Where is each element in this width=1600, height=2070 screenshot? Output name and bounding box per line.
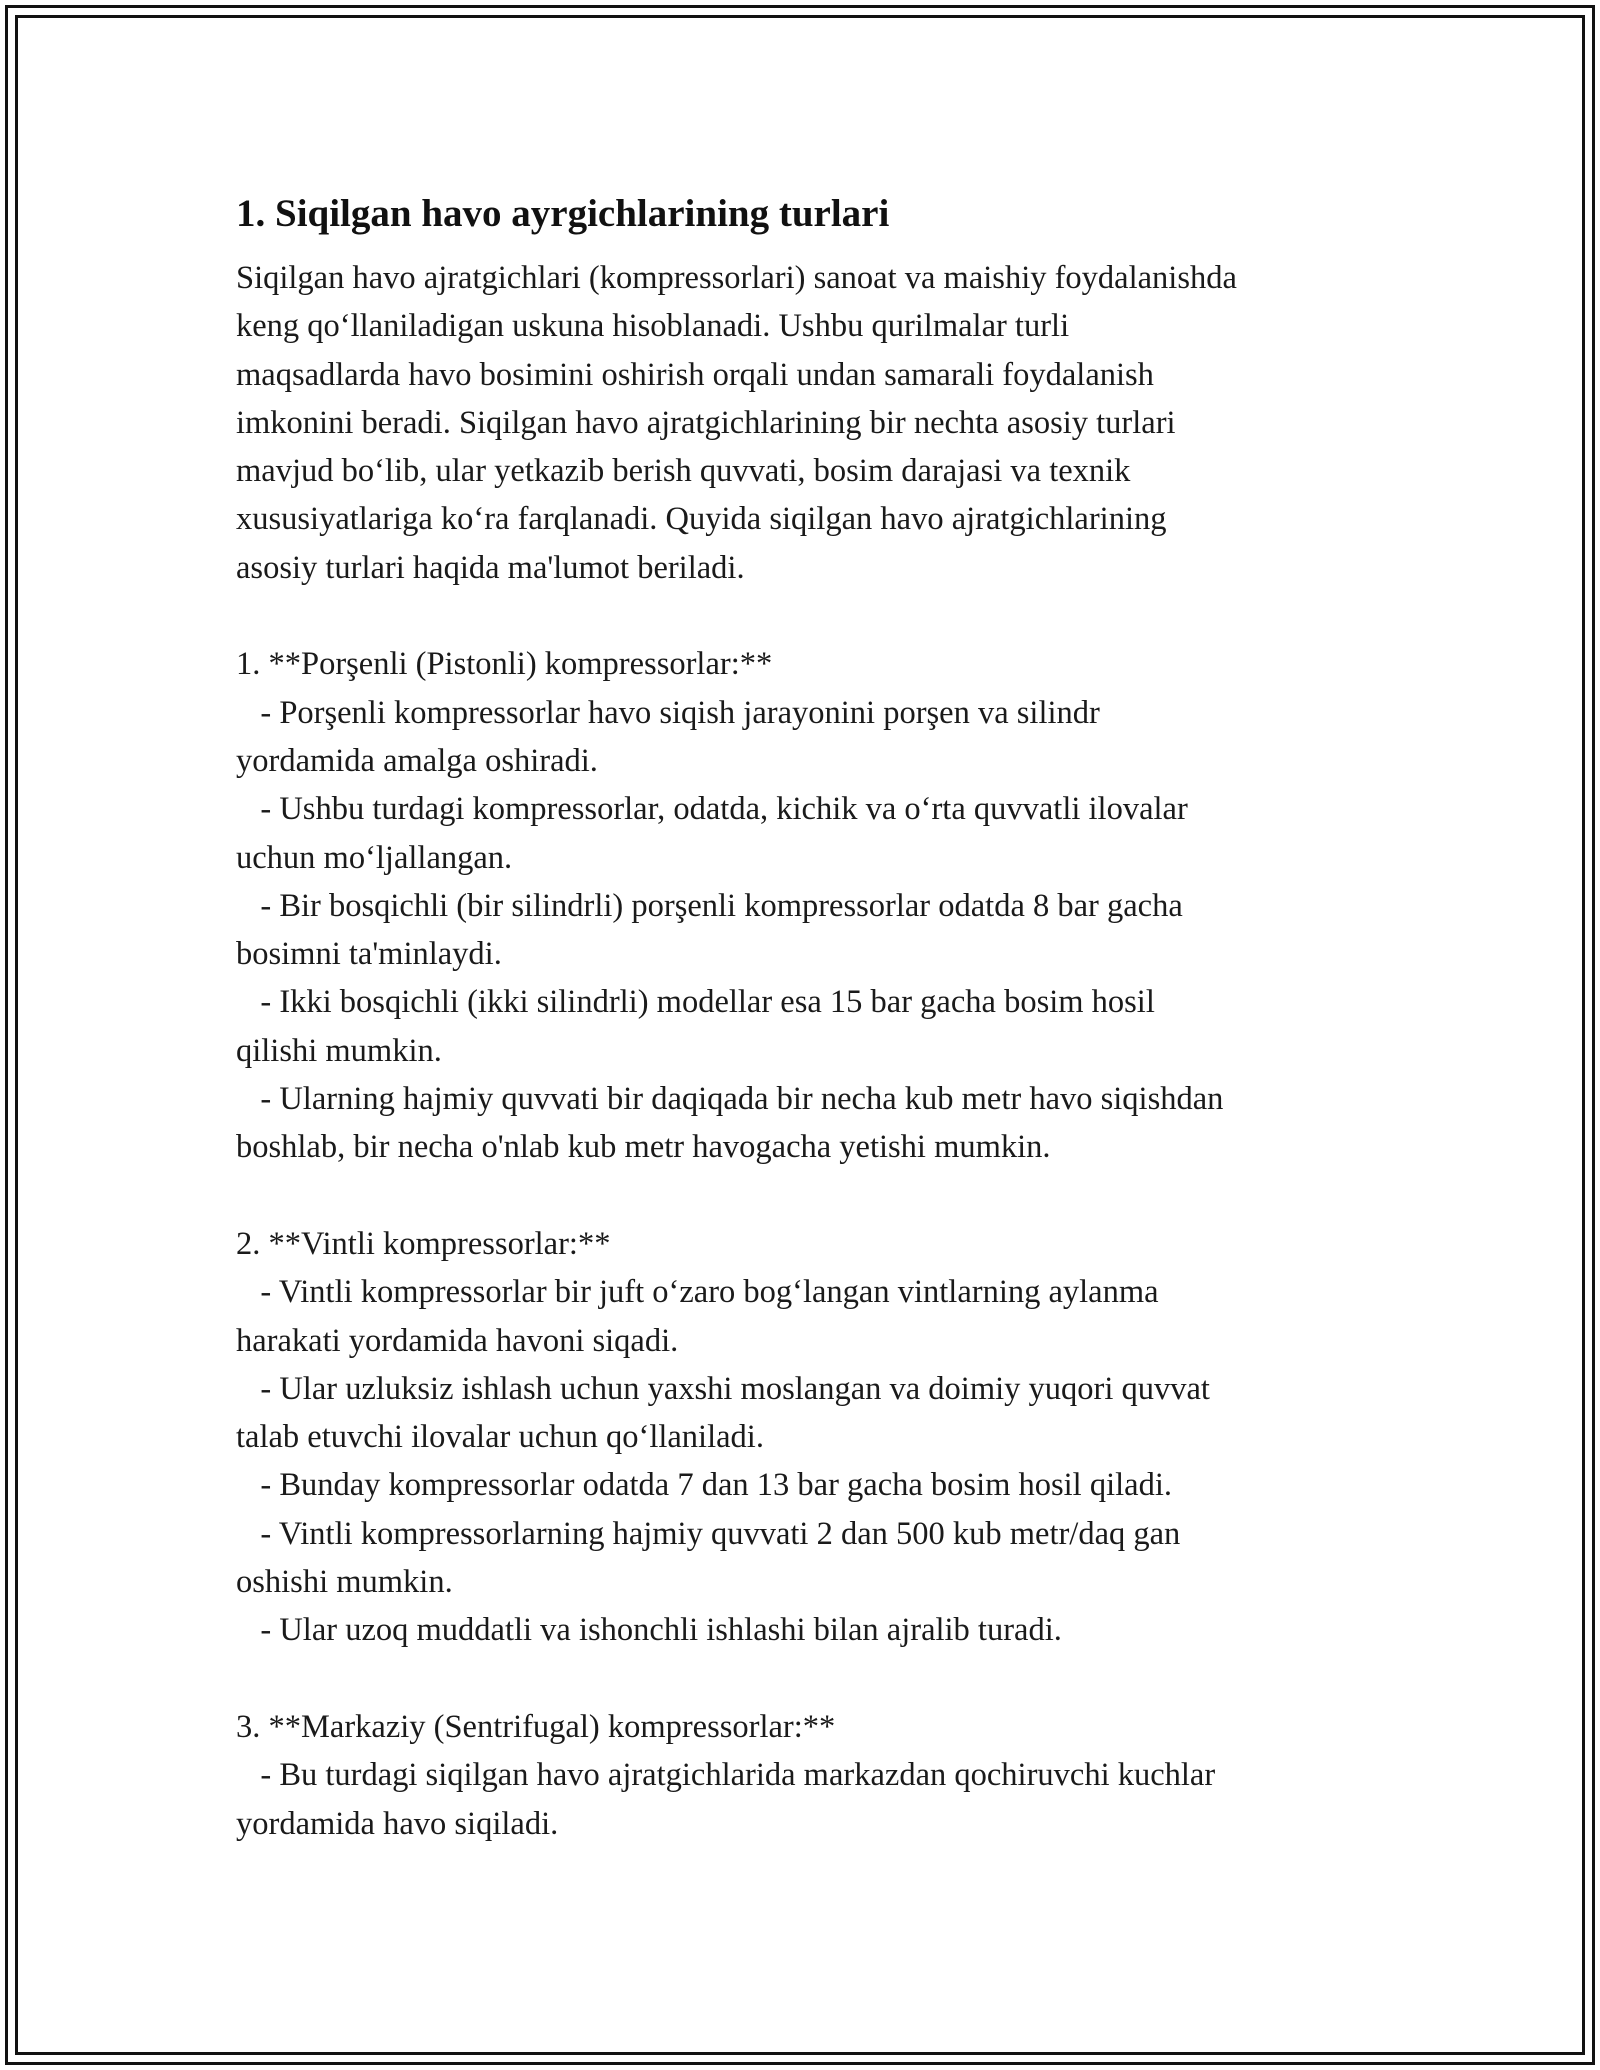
paragraph-gap [236, 592, 1376, 640]
intro-paragraph: Siqilgan havo ajratgichlari (kompressorlari) sanoat va maishiy foydalanishda keng qo‘llaniladigan uskuna hisoblanadi. Ushbu qurilmalar turli maqsadlarda havo bosimini oshirish orqali undan samarali foydalanish imkonini beradi. Siqilgan havo ajratgichlarining bir nechta asosiy turlari mavjud bo‘lib, ular yetkazib berish quvvati, bosim darajasi va texnik xususiyatlariga ko‘ra farqlanadi. Quyida siqilgan havo ajratgichlarining asosiy turlari haqida ma'lumot beriladi. [236, 260, 1237, 586]
section-vintli [236, 1220, 1376, 1655]
paragraph-gap [236, 1655, 1376, 1703]
section-body: - Vintli kompressorlar bir juft o‘zaro bog‘langan vintlarning aylanma harakati yordamida havoni siqadi. - Ular uzluksiz ishlash uchun yaxshi moslangan va doimiy yuqori quvvat talab etuvchi ilovalar uchun qo‘llaniladi. - Bunday kompressorlar odatda 7 dan 13 bar gacha bosim hosil qiladi. - Vintli kompressorlarning hajmiy quvvati 2 dan 500 kub metr/daq gan oshishi mumkin. - Ular uzoq muddatli va ishonchli ishlashi bilan ajralib turadi. [236, 1274, 1210, 1649]
section-heading: 3. **Markaziy (Sentrifugal) kompressorlar:** [236, 1708, 836, 1745]
section-body: - Porşenli kompressorlar havo siqish jarayonini porşen va silindr yordamida amalga oshiradi. - Ushbu turdagi kompressorlar, odatda, kichik va o‘rta quvvatli ilovalar uchun mo‘ljallangan. - Bir bosqichli (bir silindrli) porşenli kompressorlar odatda 8 bar gacha bosimni ta'minlaydi. - Ikki bosqichli (ikki silindrli) modellar esa 15 bar gacha bosim hosil qilishi mumkin. - Ularning hajmiy quvvati bir daqiqada bir necha kub metr havo siqishdan boshlab, bir necha o'nlab kub metr havogacha yetishi mumkin. [236, 694, 1224, 1166]
section-pistonli [236, 640, 1376, 1171]
section-body: - Bu turdagi siqilgan havo ajratgichlarida markazdan qochiruvchi kuchlar yordamida havo siqiladi. [236, 1757, 1216, 1842]
paragraph-gap [236, 1172, 1376, 1220]
section-heading: 2. **Vintli kompressorlar:** [236, 1225, 611, 1262]
document-title: 1. Siqilgan havo ayrgichlarining turlari [236, 192, 890, 235]
section-heading: 1. **Porşenli (Pistonli) kompressorlar:** [236, 646, 773, 683]
document-body [236, 186, 1376, 1848]
section-markaziy [236, 1703, 1376, 1848]
